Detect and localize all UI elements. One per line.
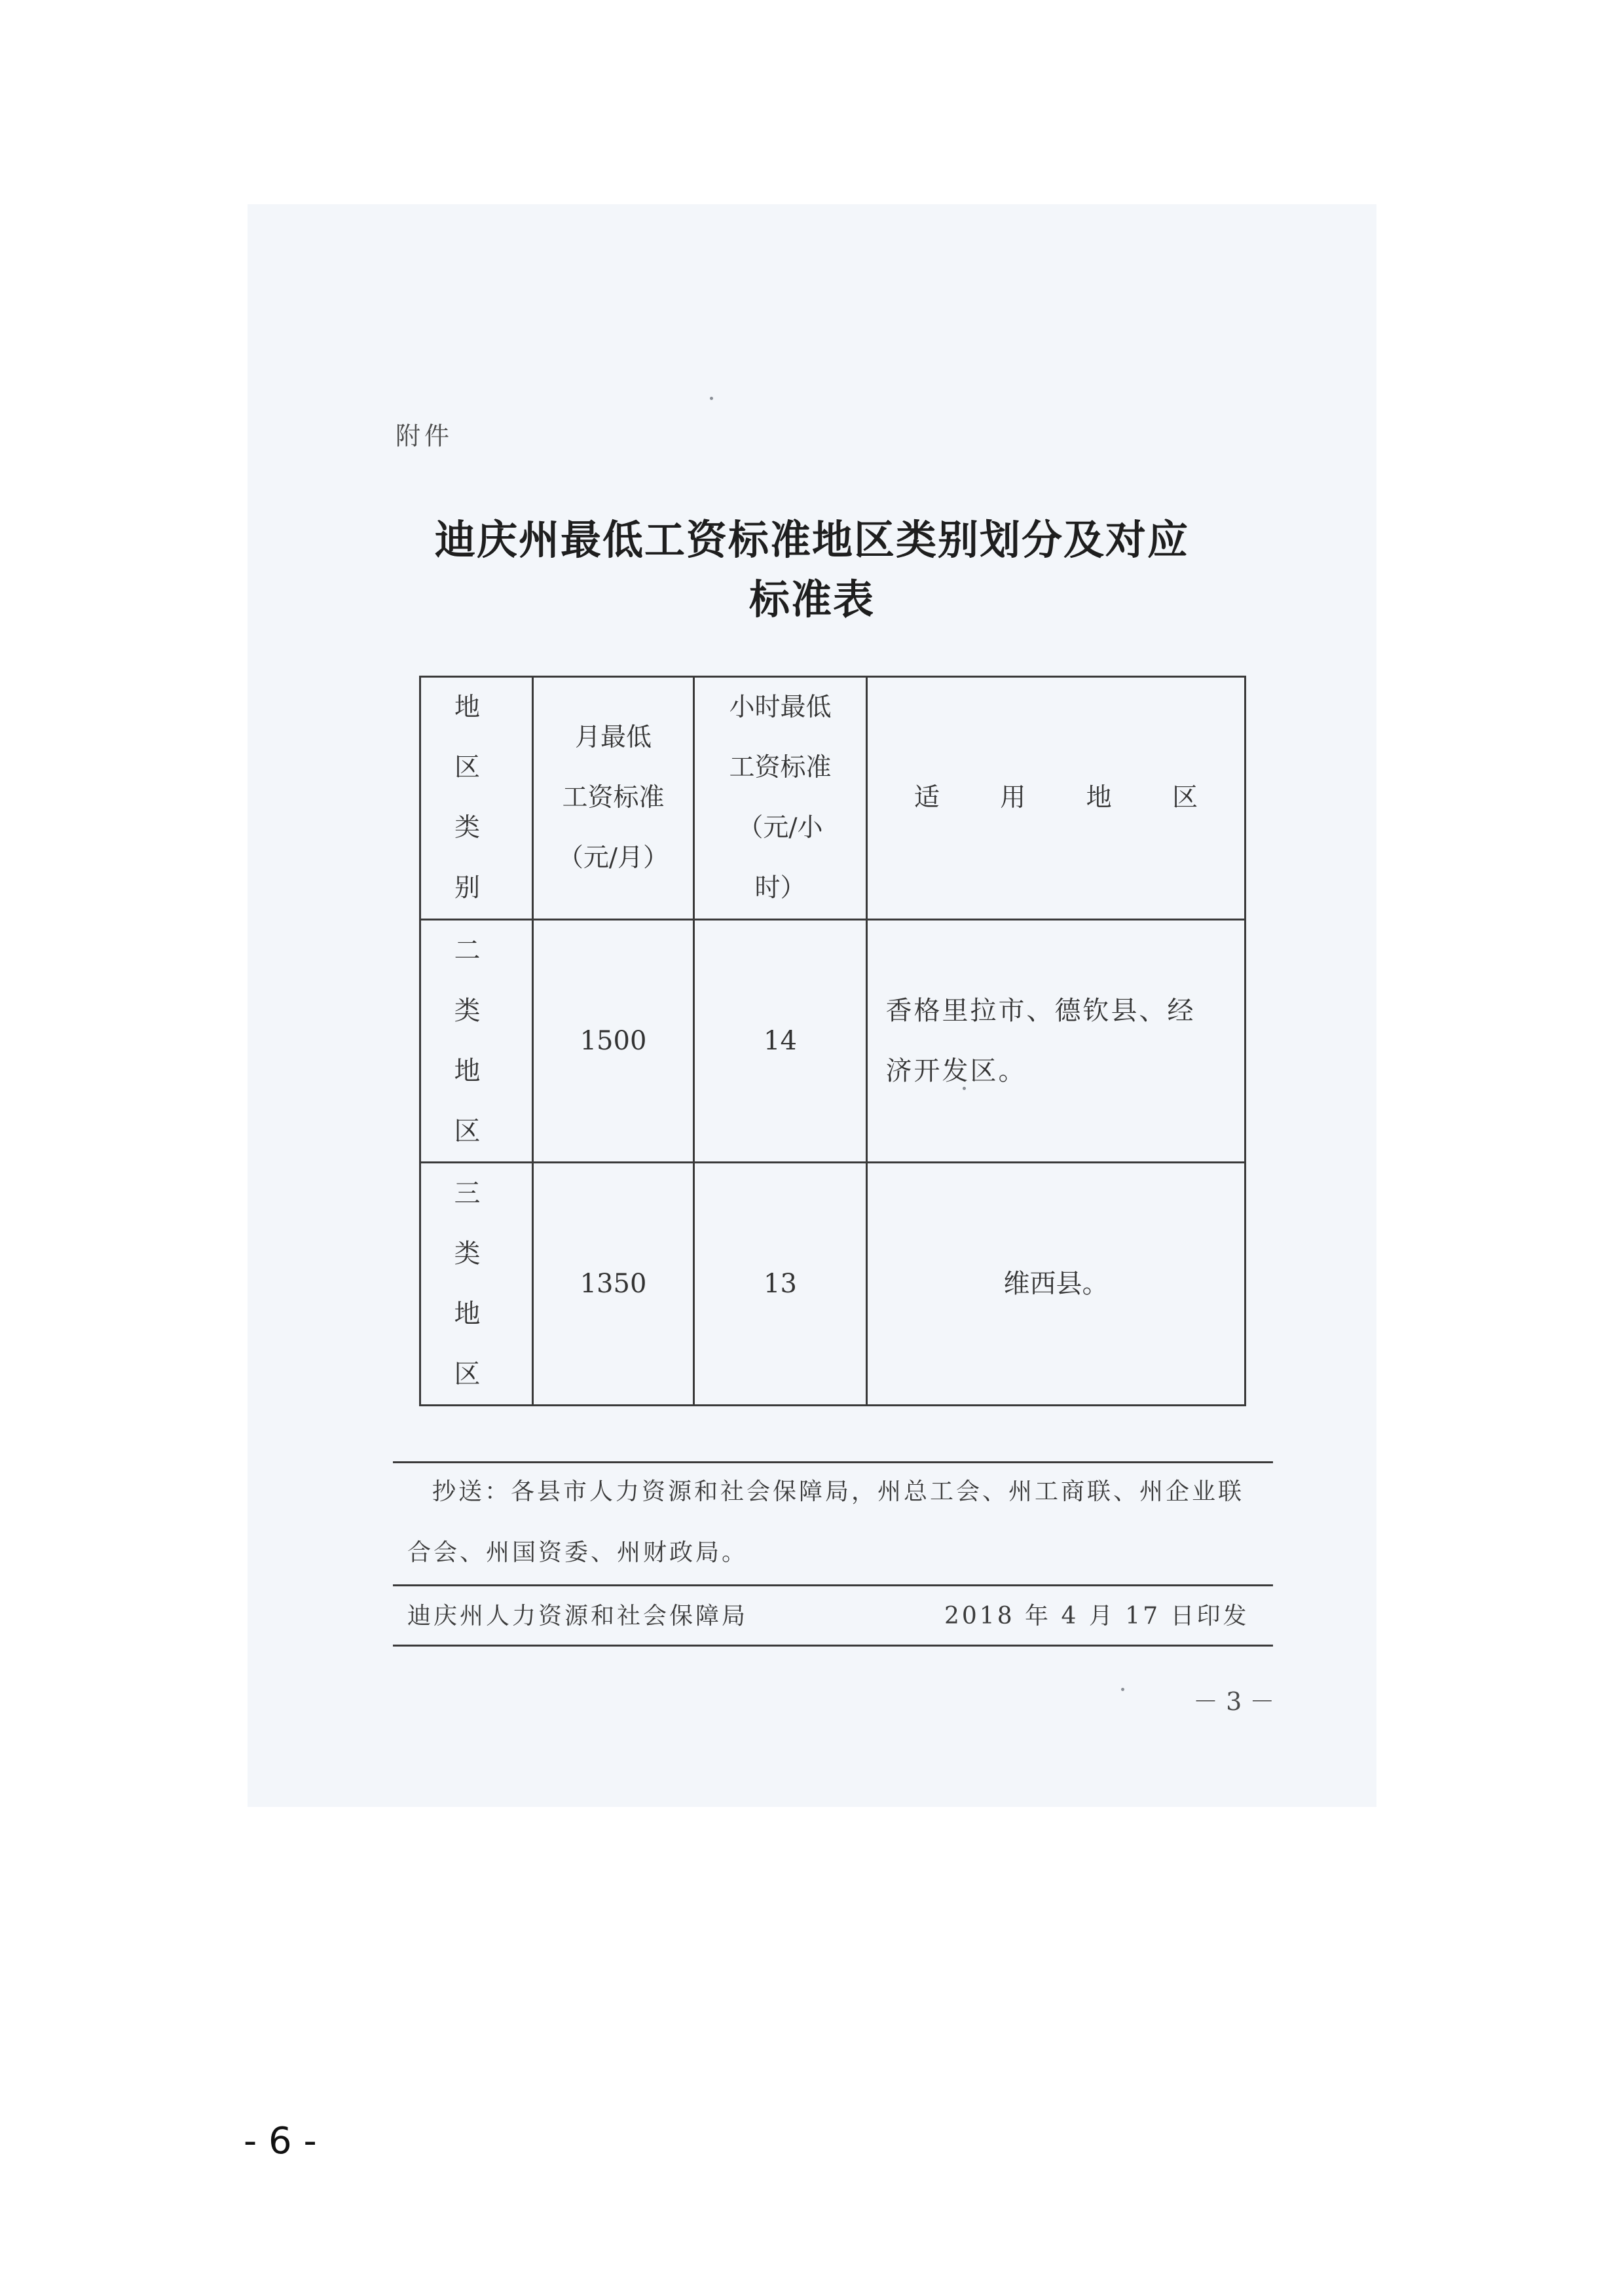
issue-date: 2018 年 4 月 17 日印发 bbox=[944, 1603, 1249, 1630]
header-applicable-region bbox=[867, 677, 1246, 920]
cell-region bbox=[867, 920, 1246, 1163]
outer-page-number: - 6 - bbox=[244, 2120, 317, 2162]
cell-text: 地 区 bbox=[454, 1056, 499, 1146]
footer-top-rule bbox=[393, 1461, 1273, 1463]
attachment-label: 附件 bbox=[396, 422, 454, 450]
footer-middle-rule bbox=[393, 1584, 1273, 1586]
cell-monthly: 1350 bbox=[533, 1163, 694, 1406]
cell-category bbox=[420, 1163, 533, 1406]
scan-speck bbox=[710, 397, 713, 400]
cell-text: 二 类 bbox=[454, 936, 499, 1026]
cc-recipients: 抄送：各县市人力资源和社会保障局，州总工会、州工商联、州企业联 bbox=[432, 1478, 1245, 1505]
header-text: 工资标准 bbox=[729, 753, 832, 782]
header-monthly-minimum bbox=[533, 677, 694, 920]
inner-page-number: － 3 － bbox=[1193, 1687, 1275, 1716]
cell-text: 地 区 bbox=[454, 1299, 499, 1389]
cc-recipients-continued: 合会、州国资委、州财政局。 bbox=[407, 1539, 748, 1566]
cell-category bbox=[420, 920, 533, 1163]
header-text: （元/小 bbox=[737, 813, 823, 843]
header-region-category bbox=[420, 677, 533, 920]
header-text: 类 别 bbox=[454, 813, 498, 903]
cell-hourly: 13 bbox=[694, 1163, 867, 1406]
document-title: 迪庆州最低工资标准地区类别划分及对应 bbox=[434, 516, 1189, 564]
cell-text: 三 类 bbox=[454, 1178, 499, 1269]
header-text: 工资标准 bbox=[562, 783, 665, 812]
header-text: （元/月） bbox=[557, 843, 669, 873]
cell-hourly: 14 bbox=[694, 920, 867, 1163]
header-text: 时） bbox=[754, 873, 806, 903]
table-row bbox=[420, 920, 1246, 1163]
wage-standard-table bbox=[419, 676, 1246, 1406]
header-hourly-minimum bbox=[694, 677, 867, 920]
document-title-continued: 标准表 bbox=[748, 575, 875, 623]
table-row bbox=[420, 1163, 1246, 1406]
cell-text: 香格里拉市、德钦县、经 bbox=[885, 996, 1196, 1026]
header-text: 适 用 地 区 bbox=[913, 783, 1225, 812]
scan-speck bbox=[1121, 1688, 1124, 1691]
cell-monthly: 1500 bbox=[533, 920, 694, 1163]
cell-region: 维西县。 bbox=[867, 1163, 1246, 1406]
header-text: 月最低 bbox=[574, 723, 652, 752]
cell-text: 济开发区。 bbox=[885, 1056, 1027, 1086]
header-text: 地 区 bbox=[454, 693, 498, 782]
table-header-row bbox=[420, 677, 1246, 920]
footer-bottom-rule bbox=[393, 1645, 1273, 1647]
issuing-office: 迪庆州人力资源和社会保障局 bbox=[407, 1603, 748, 1630]
header-text: 小时最低 bbox=[729, 693, 832, 722]
